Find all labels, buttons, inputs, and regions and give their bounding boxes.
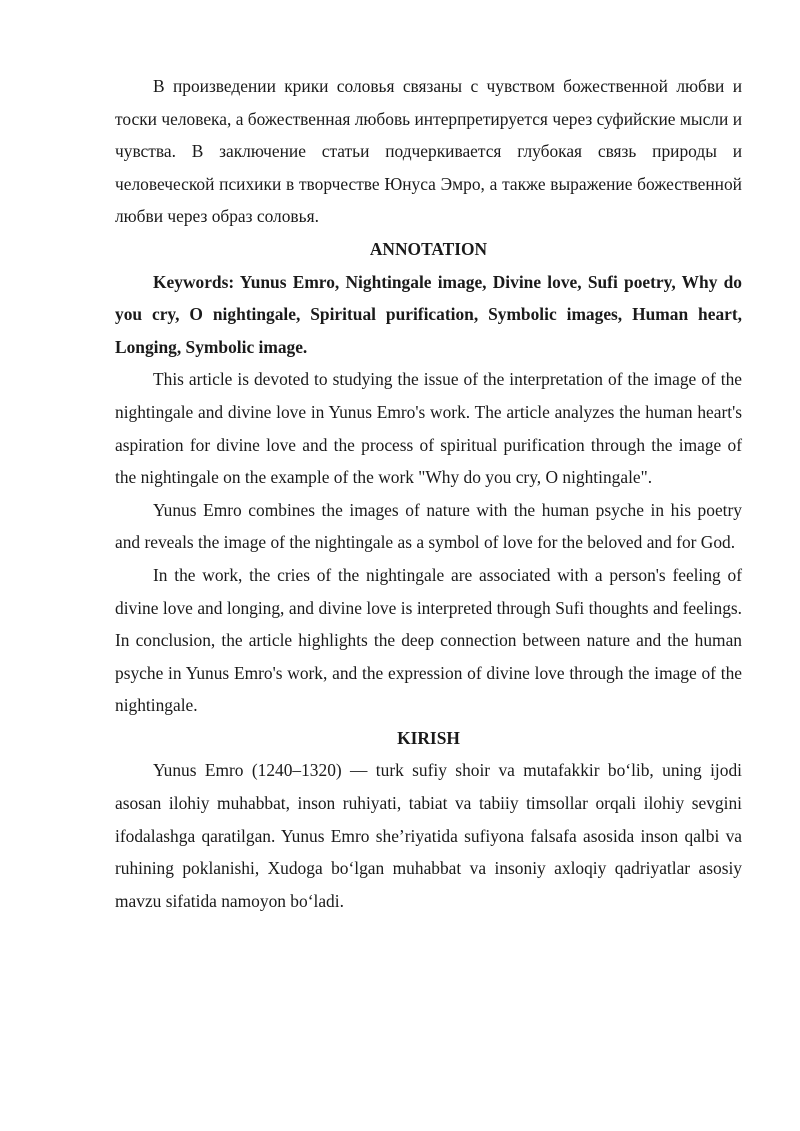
paragraph-uzbek-1: Yunus Emro (1240–1320) — turk sufiy shoir va mutafakkir bo‘lib, uning ijodi asosan ilohiy muhabbat, inson ruhiyati, tabiat va tabiiy timsollar orqali ilohiy sevgini ifodalashga qaratilgan. Yunus Emro she’riyatida sufiyona falsafa asosida inson qalbi va ruhining poklanishi, Xudoga bo‘lgan muhabbat va insoniy axloqiy qadriyatlar asosiy mavzu sifatida namoyon bo‘ladi. — [115, 760, 742, 911]
paragraph-english-3: In the work, the cries of the nightingale are associated with a person's feeling of divine love and longing, and divine love is interpreted through Sufi thoughts and feelings. In conclusion, the article highlights the deep connection between nature and the human psyche in Yunus Emro's work, and the expression of divine love through the image of the nightingale. — [115, 564, 742, 716]
keywords-paragraph: Keywords: Yunus Emro, Nightingale image, Divine love, Sufi poetry, Why do you cry, O nightingale, Spiritual purification, Symbolic images, Human heart, Longing, Symbolic image. — [115, 271, 742, 357]
paragraph-russian-summary: В произведении крики соловья связаны с чувством божественной любви и тоски человека, а божественная любовь интерпретируется через суфийские мысли и чувства. В заключение статьи подчеркивается глубокая связь природы и человеческой психики в творчестве Юнуса Эмро, а также выражение божественной любви через образ соловья. — [115, 76, 742, 227]
kirish-heading: KIRISH — [397, 727, 460, 748]
document-page — [115, 70, 742, 917]
paragraph-english-2: Yunus Emro combines the images of nature with the human psyche in his poetry and reveals the image of the nightingale as a symbol of love for the beloved and for God. — [115, 499, 742, 553]
paragraph-english-1: This article is devoted to studying the issue of the interpretation of the image of the nightingale and divine love in Yunus Emro's work. The article analyzes the human heart's aspiration for divine love and the process of spiritual purification through the image of the nightingale on the example of the work "Why do you cry, O nightingale". — [115, 369, 742, 488]
annotation-heading: ANNOTATION — [369, 238, 488, 259]
